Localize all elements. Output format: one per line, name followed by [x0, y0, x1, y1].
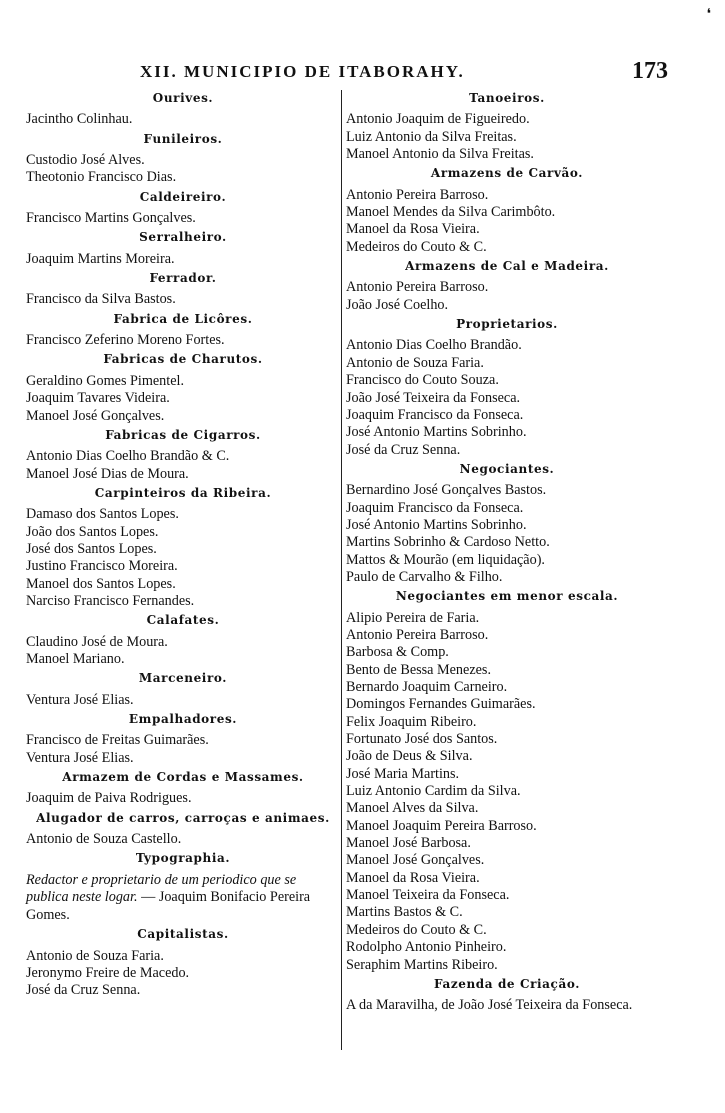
- section-fabrica-de-licores: [26, 311, 340, 350]
- list-entry: Rodolpho Antonio Pinheiro.: [346, 939, 507, 956]
- column-divider: [341, 90, 342, 1050]
- list-entry: Bernardo Joaquim Carneiro.: [346, 679, 508, 695]
- list-entry: Luiz Antonio Cardim da Silva.: [346, 783, 521, 800]
- list-entry: Antonio de Souza Faria.: [346, 354, 484, 371]
- section-alugador-de-carros-carrocas-e-animaes: [26, 810, 340, 849]
- right-column: [346, 88, 668, 1015]
- section-heading: Serralheiro.: [139, 230, 227, 245]
- list-entry: José Antonio Martins Sobrinho.: [346, 516, 527, 533]
- list-entry: José da Cruz Senna.: [26, 982, 141, 999]
- list-entry: Manoel dos Santos Lopes.: [26, 575, 176, 592]
- list-entry: Antonio Pereira Barroso.: [346, 186, 489, 203]
- section-armazens-de-cal-e-madeira: [346, 258, 668, 314]
- list-entry: Manoel José Gonçalves.: [26, 407, 165, 424]
- list-entry: Martins Sobrinho & Cardoso Netto.: [346, 534, 550, 551]
- list-entry: Manoel da Rosa Vieira.: [346, 221, 480, 238]
- list-entry: Seraphim Martins Ribeiro.: [346, 956, 498, 973]
- section-heading: Carpinteiros da Ribeira.: [94, 485, 272, 500]
- list-entry: Joaquim Martins Moreira.: [26, 250, 175, 267]
- list-entry: Mattos & Mourão (em liquidação).: [346, 551, 545, 568]
- page-number: 173: [632, 58, 668, 84]
- list-entry: Manoel Joaquim Pereira Barroso.: [346, 817, 537, 834]
- list-entry: Ventura José Elias.: [26, 691, 134, 708]
- list-entry: Manoel José Gonçalves.: [346, 852, 485, 869]
- section-negociantes-em-menor-escala: [346, 588, 668, 974]
- list-entry: Ventura José Elias.: [26, 749, 134, 766]
- section-heading: Ferrador.: [149, 271, 217, 286]
- list-entry: Francisco da Silva Bastos.: [26, 291, 176, 308]
- section-heading: Fazenda de Criação.: [433, 976, 581, 991]
- section-heading: Caldeireiro.: [139, 189, 227, 204]
- list-entry: Antonio Dias Coelho Brandão & C.: [26, 448, 230, 465]
- section-heading: Armazens de Cal e Madeira.: [405, 259, 609, 274]
- list-entry: Antonio Pereira Barroso.: [346, 279, 489, 296]
- section-carpinteiros-da-ribeira: [26, 485, 340, 610]
- section-heading: Fabricas de Cigarros.: [105, 427, 261, 442]
- list-entry: Medeiros do Couto & C.: [346, 921, 487, 938]
- left-column: [26, 88, 340, 1000]
- section-calafates: [26, 612, 340, 668]
- list-entry: Custodio José Alves.: [26, 152, 145, 169]
- section-heading: Armazem de Cordas e Massames.: [62, 770, 304, 785]
- list-entry: Bento de Bessa Menezes.: [346, 661, 491, 678]
- section-fazenda-de-criacao: [346, 976, 668, 1015]
- list-entry: José Maria Martins.: [346, 765, 460, 782]
- section-heading: Negociantes.: [459, 461, 555, 476]
- section-marceneiro: [26, 670, 340, 709]
- section-negociantes: [346, 461, 668, 586]
- list-entry: Barbosa & Comp.: [346, 644, 449, 661]
- list-entry: José da Cruz Senna.: [346, 441, 461, 458]
- list-entry: Francisco de Freitas Guimarães.: [26, 732, 209, 749]
- list-entry: Francisco Zeferino Moreno Fortes.: [26, 332, 225, 349]
- list-entry: João de Deus & Silva.: [346, 748, 473, 765]
- list-entry: João José Coelho.: [346, 296, 449, 313]
- section-heading: Proprietarios.: [456, 317, 558, 332]
- section-capitalistas: [26, 926, 340, 999]
- list-entry: Manoel da Rosa Vieira.: [346, 869, 480, 886]
- list-entry: Manoel José Barbosa.: [346, 835, 471, 852]
- list-entry: Antonio Joaquim de Figueiredo.: [346, 111, 530, 128]
- section-heading: Capitalistas.: [137, 927, 229, 942]
- section-ferrador: [26, 270, 340, 309]
- section-heading: Fabricas de Charutos.: [103, 352, 263, 367]
- section-funileiros: [26, 131, 340, 187]
- section-heading: Funileiros.: [143, 131, 223, 146]
- section-ourives: [26, 90, 340, 129]
- section-armazens-de-carvao: [346, 165, 668, 256]
- section-armazem-de-cordas-e-massames: [26, 769, 340, 808]
- list-entry: Joaquim Francisco da Fonseca.: [346, 406, 524, 423]
- section-heading: Fabrica de Licôres.: [113, 311, 253, 326]
- list-entry: João José Teixeira da Fonseca.: [346, 389, 521, 406]
- list-entry: A da Maravilha, de João José Teixeira da Fonseca.: [346, 997, 633, 1014]
- list-entry: Medeiros do Couto & C.: [346, 238, 487, 255]
- section-heading: Tanoeiros.: [469, 91, 545, 105]
- list-entry: João dos Santos Lopes.: [26, 523, 159, 540]
- list-entry: Justino Francisco Moreira.: [26, 558, 178, 575]
- list-entry: Narciso Francisco Fernandes.: [26, 592, 195, 609]
- section-caldeireiro: [26, 189, 340, 228]
- typographia-entry: [26, 872, 340, 925]
- list-entry: Jeronymo Freire de Macedo.: [26, 964, 190, 981]
- list-entry: Joaquim Tavares Videira.: [26, 390, 170, 407]
- list-entry: José dos Santos Lopes.: [26, 540, 157, 557]
- list-entry: Joaquim Francisco da Fonseca.: [346, 499, 524, 516]
- list-entry: Manoel Antonio da Silva Freitas.: [346, 146, 534, 163]
- section-heading: Calafates.: [146, 613, 220, 628]
- section-heading: Empalhadores.: [128, 712, 238, 726]
- list-entry: Antonio de Souza Castello.: [26, 831, 182, 848]
- section-serralheiro: [26, 229, 340, 268]
- list-entry: Manoel Mariano.: [26, 650, 125, 667]
- page-header: [140, 56, 668, 90]
- list-entry: Damaso dos Santos Lopes.: [26, 506, 179, 523]
- list-entry: Manoel Alves da Silva.: [346, 800, 479, 817]
- list-entry: Francisco do Couto Souza.: [346, 372, 499, 389]
- section-proprietarios: [346, 316, 668, 459]
- list-entry: José Antonio Martins Sobrinho.: [346, 424, 527, 441]
- list-entry: Manoel Mendes da Silva Carimbôto.: [346, 204, 556, 221]
- section-heading: Negociantes em menor escala.: [395, 589, 619, 604]
- section-heading: Ourives.: [152, 91, 214, 105]
- corner-mark: ❛: [706, 7, 711, 22]
- list-entry: Martins Bastos & C.: [346, 904, 463, 921]
- section-typographia: [26, 850, 340, 924]
- section-heading: Typographia.: [135, 851, 231, 866]
- page-title: XII. MUNICIPIO DE ITABORAHY.: [140, 62, 465, 81]
- list-entry: Claudino José de Moura.: [26, 633, 168, 650]
- list-entry: Geraldino Gomes Pimentel.: [26, 372, 185, 389]
- list-entry: Theotonio Francisco Dias.: [26, 169, 177, 186]
- list-entry: Domingos Fernandes Guimarães.: [346, 696, 536, 713]
- list-entry: Paulo de Carvalho & Filho.: [346, 568, 503, 585]
- list-entry: Joaquim de Paiva Rodrigues.: [26, 790, 192, 807]
- section-fabricas-de-charutos: [26, 351, 340, 424]
- list-entry: Luiz Antonio da Silva Freitas.: [346, 128, 517, 145]
- section-fabricas-de-cigarros: [26, 427, 340, 483]
- typographia-description: Redactor e proprietario de um periodico que se publica neste logar.: [26, 871, 297, 906]
- list-entry: Alipio Pereira de Faria.: [346, 609, 480, 626]
- list-entry: Manoel José Dias de Moura.: [26, 465, 189, 482]
- list-entry: Manoel Teixeira da Fonseca.: [346, 887, 510, 904]
- section-heading: Alugador de carros, carroças e animaes.: [36, 810, 330, 825]
- list-entry: Francisco Martins Gonçalves.: [26, 210, 196, 227]
- list-entry: Antonio de Souza Faria.: [26, 947, 164, 964]
- section-tanoeiros: [346, 90, 668, 163]
- list-entry: Jacintho Colinhau.: [26, 111, 133, 128]
- list-entry: Antonio Dias Coelho Brandão.: [346, 337, 522, 354]
- list-entry: Bernardino José Gonçalves Bastos.: [346, 482, 547, 499]
- list-entry: Antonio Pereira Barroso.: [346, 626, 489, 643]
- section-heading: Armazens de Carvão.: [430, 166, 584, 181]
- list-entry: Felix Joaquim Ribeiro.: [346, 713, 477, 730]
- typographia-dash: —: [137, 889, 159, 906]
- section-heading: Marceneiro.: [138, 671, 228, 686]
- list-entry: Fortunato José dos Santos.: [346, 731, 498, 748]
- typographia-name: Joaquim Bonifacio Pereira Gomes.: [26, 889, 311, 923]
- section-empalhadores: [26, 711, 340, 767]
